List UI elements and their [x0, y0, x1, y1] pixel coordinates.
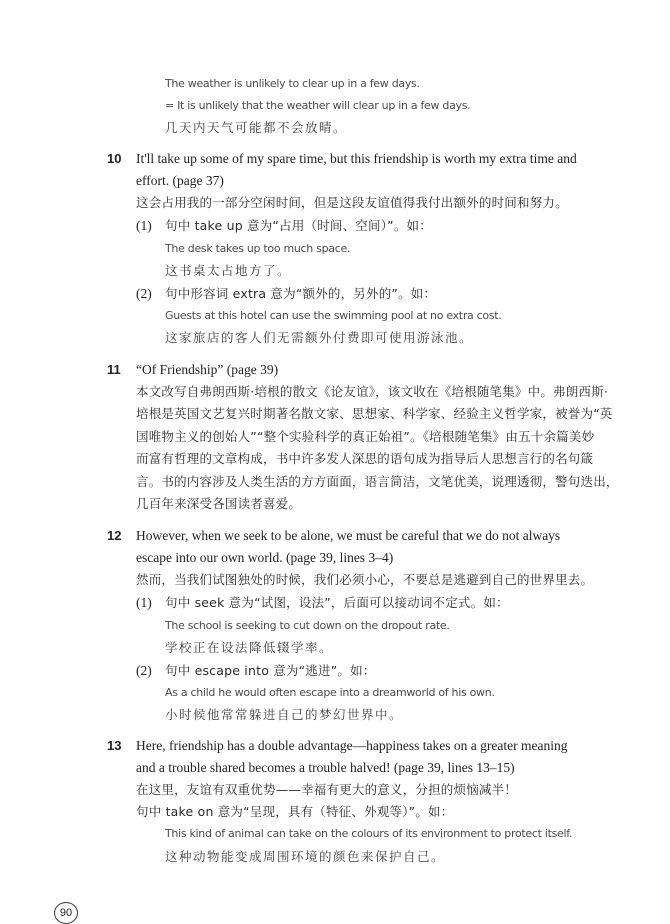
note-translation: 然而，当我们试图独处的时候，我们必须小心，不要总是逃避到自己的世界里去。	[136, 572, 594, 587]
example-english: The weather is unlikely to clear up in a few days.	[165, 77, 420, 90]
page-number: 90	[54, 902, 78, 924]
note-translation: 几百年来深受各国读者喜爱。	[136, 496, 302, 511]
note-translation: 在这里，友谊有双重优势——幸福有更大的意义，分担的烦恼减半！	[136, 782, 518, 797]
example-chinese: 小时候他常常躲进自己的梦幻世界中。	[165, 707, 404, 722]
note-translation: 而富有哲理的文章构成，书中许多发人深思的语句成为指导后人思想言行的名句箴	[136, 451, 594, 466]
note-translation: 言。书的内容涉及人类生活的方方面面，语言简洁，文笔优美，说理透彻，警句迭出，	[136, 474, 619, 489]
note-translation: 本文改写自弗朗西斯·培根的散文《论友谊》，该文收在《培根随笔集》中。弗朗西斯·	[136, 384, 608, 399]
example-chinese: 这家旅店的客人们无需额外付费即可使用游泳池。	[165, 330, 474, 345]
point-text: 句中 take up 意为“占用（时间、空间）”。如：	[165, 218, 432, 233]
note-number: 10	[107, 151, 122, 166]
example-chinese: 几天内天气可能都不会放晴。	[165, 120, 348, 135]
example-chinese: 学校正在设法降低辍学率。	[165, 640, 334, 655]
note-explanation: 句中 take on 意为“呈现，具有（特征、外观等）”。如：	[136, 804, 454, 819]
example-english: The desk takes up too much space.	[165, 242, 351, 255]
note-number: 13	[107, 738, 122, 753]
point-text: 句中形容词 extra 意为“额外的，另外的”。如：	[165, 286, 437, 301]
note-number: 12	[107, 528, 122, 543]
note-sentence: It'll take up some of my spare time, but this friendship is worth my extra time and	[136, 151, 577, 166]
example-chinese: 这书桌太占地方了。	[165, 263, 292, 278]
note-sentence: effort. (page 37)	[136, 173, 224, 188]
note-number: 11	[107, 362, 121, 377]
point-label: (2)	[136, 286, 152, 301]
note-sentence: However, when we seek to be alone, we must be careful that we do not always	[136, 528, 561, 543]
point-label: (1)	[136, 595, 152, 610]
note-translation: 这会占用我的一部分空闲时间，但是这段友谊值得我付出额外的时间和努力。	[136, 195, 568, 210]
note-sentence: escape into our own world. (page 39, lines 3–4)	[136, 550, 394, 565]
note-translation: 培根是英国文艺复兴时期著名散文家、思想家、科学家、经验主义哲学家，被誉为“英	[136, 406, 613, 421]
note-sentence: and a trouble shared becomes a trouble halved! (page 39, lines 13–15)	[136, 760, 515, 775]
example-chinese: 这种动物能变成周围环境的颜色来保护自己。	[165, 849, 446, 864]
example-english: As a child he would often escape into a dreamworld of his own.	[165, 686, 495, 699]
point-label: (1)	[136, 218, 152, 233]
note-sentence: Here, friendship has a double advantage—happiness takes on a greater meaning	[136, 738, 568, 753]
example-english: = It is unlikely that the weather will clear up in a few days.	[165, 99, 471, 112]
point-text: 句中 seek 意为“试图，设法”，后面可以接动词不定式。如：	[165, 595, 509, 610]
note-sentence: “Of Friendship” (page 39)	[136, 362, 279, 377]
example-english: The school is seeking to cut down on the dropout rate.	[165, 619, 450, 632]
example-english: Guests at this hotel can use the swimming pool at no extra cost.	[165, 309, 502, 322]
point-label: (2)	[136, 663, 152, 678]
note-translation: 国唯物主义的创始人”“整个实验科学的真正始祖”。《培根随笔集》由五十余篇美妙	[136, 429, 595, 444]
point-text: 句中 escape into 意为“逃进”。如：	[165, 663, 376, 678]
example-english: This kind of animal can take on the colours of its environment to protect itself.	[165, 827, 573, 840]
